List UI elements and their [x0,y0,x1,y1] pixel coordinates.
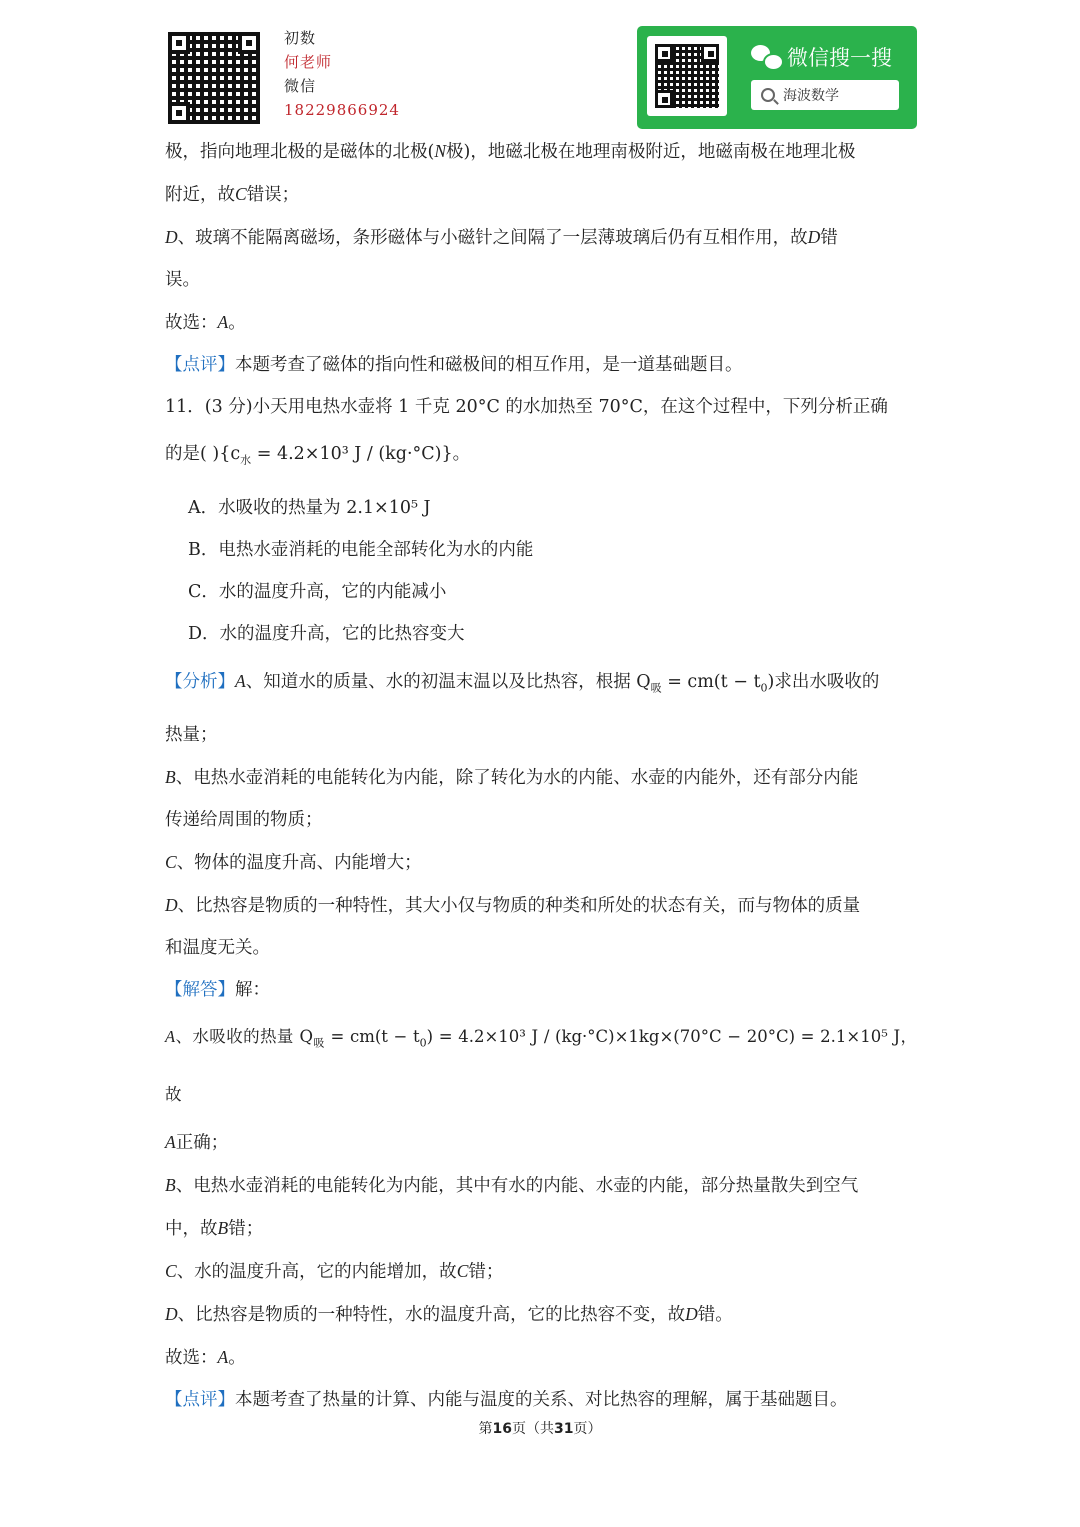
search-icon [761,88,775,102]
wechat-qr-code [647,36,727,116]
contact-line-wechat-label: 微信 [284,77,317,95]
question-11: 11．(3 分)小天用电热水壶将 1 千克 20°C 的水加热至 70°C，在这个过程中，下列分析正确 [165,397,888,417]
paragraph: 传递给周围的物质； [165,810,323,830]
paragraph: 极，指向地理北极的是磁体的北极(N极)，地磁北极在地理南极附近，地磁南极在地理北极 [165,141,856,162]
contact-info [284,26,400,122]
option-b: B．电热水壶消耗的电能全部转化为水的内能 [188,539,534,560]
page-footer: 第16页（共31页） [478,1421,602,1437]
paragraph: 热量； [165,725,218,745]
wechat-search-text: 海波数学 [783,88,839,104]
solution-a: A、水吸收的热量 $Q_吸 = cm(t - t_0) = 4.2\times 10^3$ J / (kg·°C)×1kg×(70°C − 20°C) = 2.1×10⁵ J，故 [165,1027,918,1105]
contact-line-teacher: 何老师 [284,53,333,71]
answer-tag: 【解答】 [165,980,235,1000]
contact-line-phone: 18229866924 [284,101,400,119]
paragraph: D、玻璃不能隔离磁场，条形磁体与小磁针之间隔了一层薄玻璃后仍有互相作用，故D错 [165,227,838,248]
wechat-title [751,42,892,72]
paragraph: D、比热容是物质的一种特性，其大小仅与物质的种类和所处的状态有关，而与物体的质量 [165,895,861,916]
paragraph: 中，故B错； [165,1218,264,1240]
analysis: 【分析】A、知道水的质量、水的初温末温以及比热容，根据 $Q_吸 = cm(t - t_0)$求出水吸收的 [165,670,880,694]
paragraph: C、物体的温度升高、内能增大； [165,852,422,873]
paragraph: 误。 [165,270,200,290]
wechat-search-card[interactable] [637,26,917,129]
contact-line-subject: 初数 [284,29,317,47]
paragraph: B、电热水壶消耗的电能转化为内能，其中有水的内能、水壶的内能，部分热量散失到空气 [165,1175,859,1197]
document-body [165,130,917,1421]
qr-finder [168,102,190,124]
option-a: A．水吸收的热量为 2.1×10⁵ J [188,497,431,518]
paragraph: C、水的温度升高，它的内能增加，故C错； [165,1261,504,1283]
wechat-icon [751,45,781,69]
wechat-title-text: 微信搜一搜 [787,46,892,70]
qr-finder [238,32,260,54]
analysis-tag: 【分析】 [165,671,235,692]
paragraph: 故选：A。 [165,1347,246,1369]
comment-tag: 【点评】 [165,355,235,375]
qr-pattern [655,44,719,108]
option-d: D．水的温度升高，它的比热容变大 [188,623,465,644]
qr-finder [655,44,673,62]
qr-finder [701,44,719,62]
comment-tag: 【点评】 [165,1390,235,1411]
paragraph: A正确； [165,1132,229,1154]
question-11-cont: 的是( ){$c_水 = 4.2\times 10^3$ J / (kg·°C)}。 [165,444,471,467]
paragraph: D、比热容是物质的一种特性，水的温度升高，它的比热容不变，故D错。 [165,1304,733,1326]
paragraph: B、电热水壶消耗的电能转化为内能，除了转化为水的内能、水壶的内能外，还有部分内能 [165,767,859,788]
qr-finder [168,32,190,54]
answer: 【解答】解： [165,980,270,1000]
wechat-search-box[interactable] [751,80,899,110]
paragraph: 故选：A。 [165,312,246,333]
paragraph: 附近，故C错误； [165,184,300,205]
qr-finder [655,90,673,108]
qr-code-left [168,32,260,124]
comment-2: 【点评】本题考查了热量的计算、内能与温度的关系、对比热容的理解，属于基础题目。 [165,1390,848,1411]
comment-1: 【点评】本题考查了磁体的指向性和磁极间的相互作用，是一道基础题目。 [165,355,743,375]
option-c: C．水的温度升高，它的内能减小 [188,581,447,602]
paragraph: 和温度无关。 [165,938,270,958]
